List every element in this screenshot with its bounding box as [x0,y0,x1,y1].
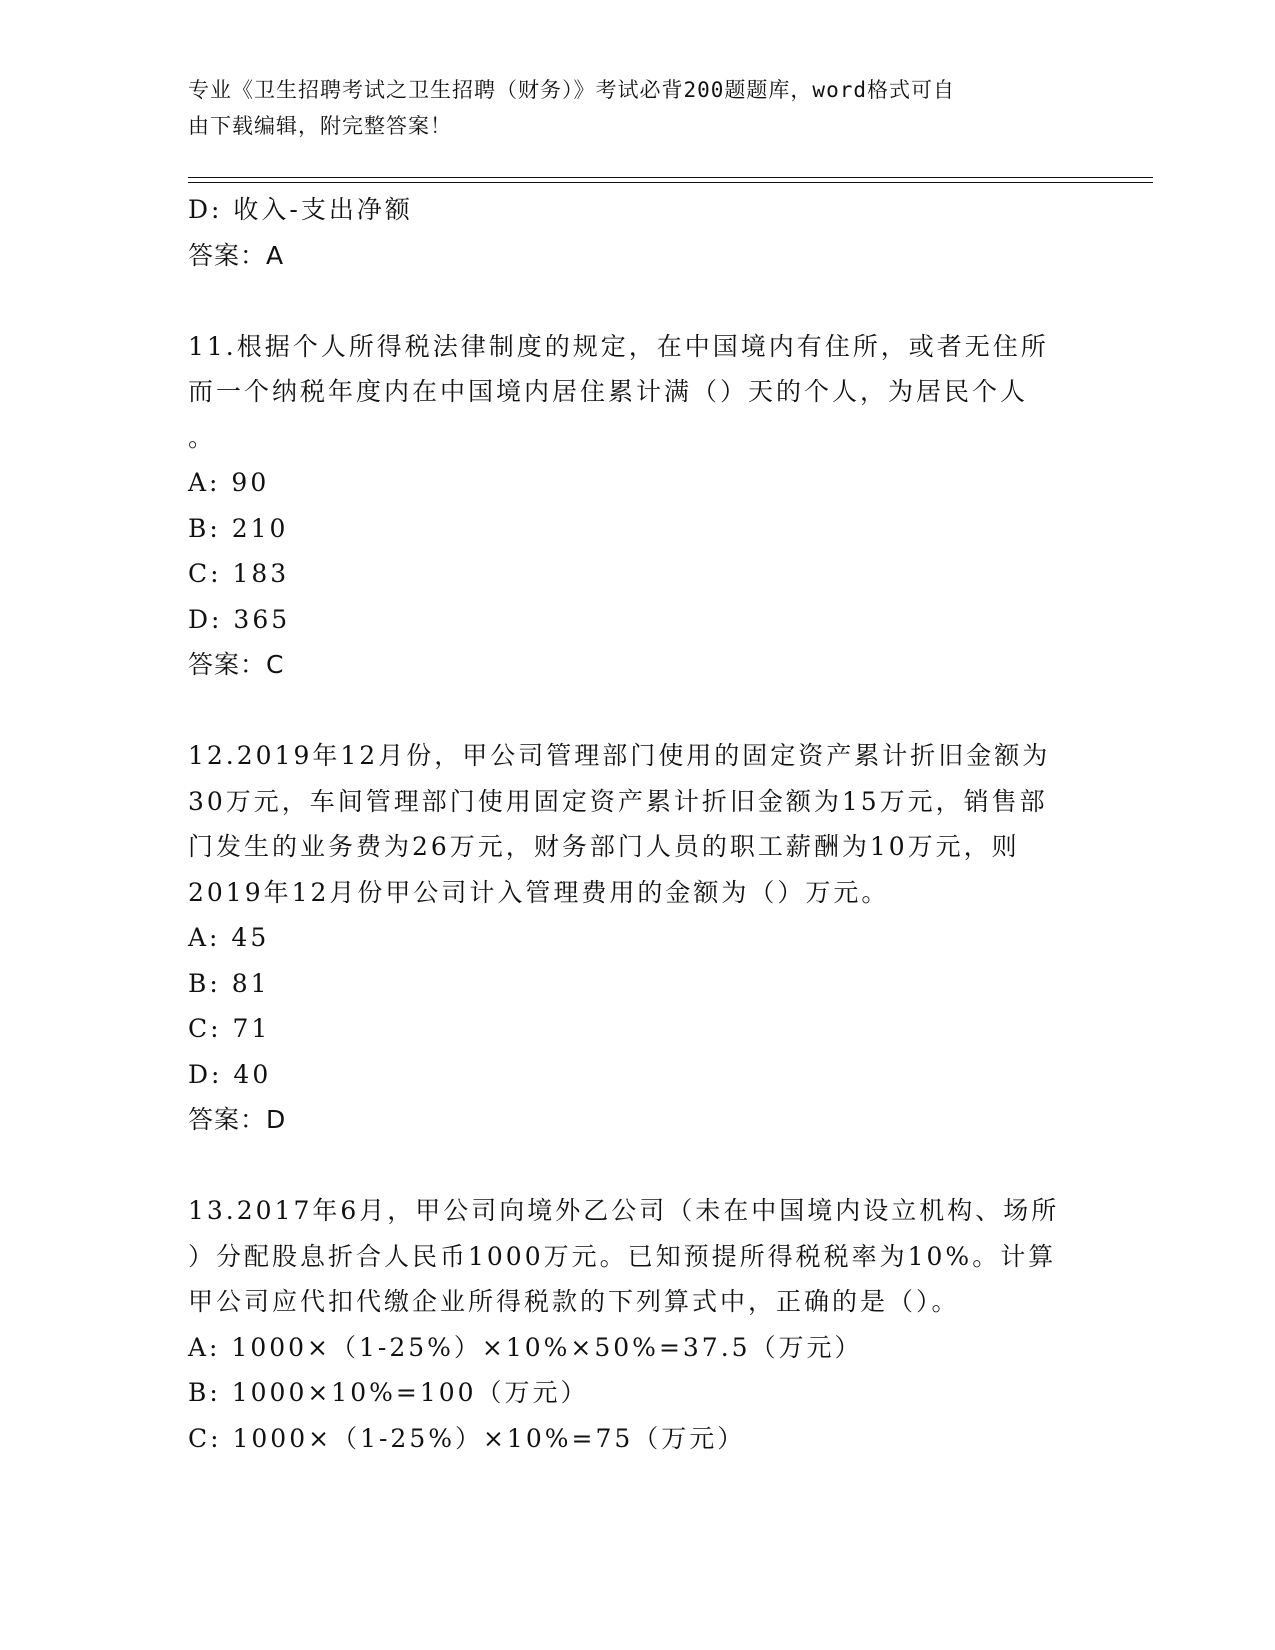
question-13-line-1: 13.2017年6月，甲公司向境外乙公司（未在中国境内设立机构、场所 [188,1196,1060,1225]
question-11-option-c: C: 183 [188,559,290,588]
question-12-option-a: A: 45 [188,923,270,952]
question-12-option-b: B: 81 [188,968,270,998]
question-12-answer: 答案：D [188,1105,287,1134]
question-11-option-b: B: 210 [188,513,289,543]
question-13-option-b: B: 1000×10%=100（万元） [188,1378,589,1407]
question-11-option-a: A: 90 [188,468,270,497]
question-13-line-3: 甲公司应代扣代缴企业所得税款的下列算式中，正确的是（）。 [188,1287,960,1316]
question-12 [188,733,1088,1143]
question-11-line-1: 11.根据个人所得税法律制度的规定，在中国境内有住所，或者无住所 [188,331,1049,361]
question-11-line-2: 而一个纳税年度内在中国境内居住累计满（）天的个人，为居民个人 [188,377,1029,406]
question-12-line-4: 2019年12月份甲公司计入管理费用的金额为（）万元。 [188,877,890,907]
question-13-line-2: ）分配股息折合人民币1000万元。已知预提所得税税率为10%。计算 [188,1241,1057,1271]
document-body [188,187,1088,1461]
question-12-option-c: C: 71 [188,1014,271,1043]
question-12-line-2: 30万元，车间管理部门使用固定资产累计折旧金额为15万元，销售部 [188,786,1048,816]
spacer [188,278,1088,324]
question-12-option-d: D: 40 [188,1059,272,1089]
question-11-answer: 答案：C [188,650,285,679]
document-header [188,72,1088,144]
header-line-1: 专业《卫生招聘考试之卫生招聘（财务）》考试必背200题题库，word格式可自 [188,78,955,102]
question-11 [188,324,1088,688]
question-11-line-3: 。 [188,422,217,452]
prev-option-d: D: 收入-支出净额 [188,195,413,224]
question-13 [188,1188,1088,1461]
spacer [188,1143,1088,1189]
question-12-line-3: 门发生的业务费为26万元，财务部门人员的职工薪酬为10万元，则 [188,832,1020,861]
prev-answer: 答案：A [188,240,285,270]
header-line-2: 由下载编辑，附完整答案！ [188,114,452,138]
question-11-option-d: D: 365 [188,604,291,634]
spacer [188,688,1088,734]
header-divider-top [188,177,1153,178]
question-13-option-a: A: 1000×（1-25%）×10%×50%=37.5（万元） [188,1332,863,1362]
header-divider-bottom [188,182,1153,183]
question-12-line-1: 12.2019年12月份，甲公司管理部门使用的固定资产累计折旧金额为 [188,741,1051,770]
question-13-option-c: C: 1000×（1-25%）×10%=75（万元） [188,1423,746,1453]
